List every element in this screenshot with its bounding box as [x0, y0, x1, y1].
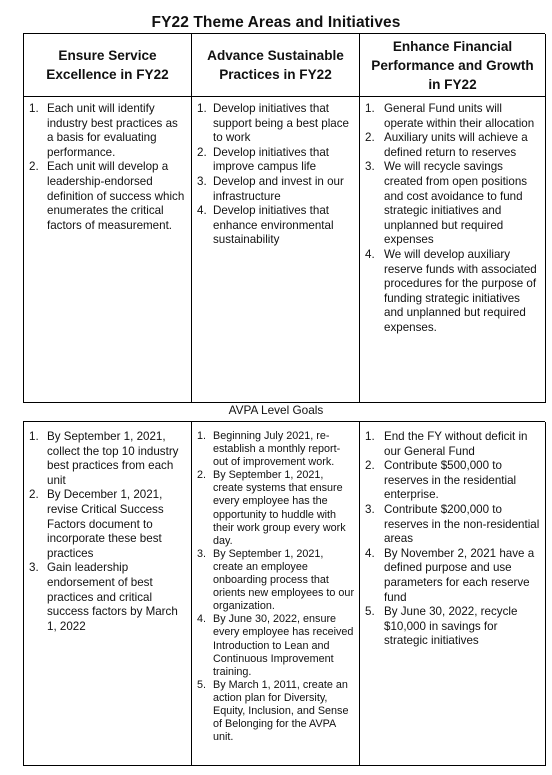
- section-label: AVPA Level Goals: [228, 403, 324, 417]
- item-number: 1.: [197, 102, 207, 115]
- list-item: 4. We will develop auxiliary reserve funds with associated procedures for the purpose of funding strategic initiatives and unplanned but required expenses.: [365, 247, 537, 334]
- column-header-sustainable: Advance Sustainable Practices in FY22: [192, 34, 360, 97]
- item-number: 1.: [197, 430, 207, 442]
- list-item: 1. Each unit will identify industry best practices as a basis for evaluating performance.: [29, 102, 178, 159]
- list-item: 2. Each unit will develop a leadership-endorsed definition of success which enumerates the critical factors of measurement.: [29, 160, 185, 232]
- list-item: 2. Develop initiatives that improve campus life: [197, 145, 329, 174]
- list-item: 5. By March 1, 2011, create an action plan for Diversity, Equity, Inclusion, and Sense of Belonging for the AVPA unit.: [197, 678, 349, 744]
- item-number: 4.: [365, 247, 375, 261]
- item-number: 3.: [29, 561, 39, 575]
- list-item: 3. Contribute $200,000 to reserves in the non-residential areas: [365, 502, 540, 546]
- list-item: 1. Beginning July 2021, re-establish a monthly report-out of improvement work.: [197, 430, 341, 469]
- list-item: 4. Develop initiatives that enhance environmental sustainability: [197, 204, 334, 247]
- themes-table: [23, 33, 545, 403]
- goals-cell-service: [24, 422, 192, 766]
- list-item: 3. We will recycle savings created from open positions and cost avoidance to fund strategic initiatives and unplanned but required expenses: [365, 160, 528, 247]
- item-number: 2.: [197, 145, 207, 159]
- list-item: 1. By September 1, 2021, collect the top 10 industry best practices from each unit: [29, 430, 179, 487]
- item-number: 1.: [29, 102, 39, 115]
- item-number: 4.: [197, 613, 207, 626]
- list-item: 2. Contribute $500,000 to reserves in the residential enterprise.: [365, 459, 517, 502]
- item-number: 2.: [197, 469, 207, 482]
- list-item: 3. By September 1, 2021, create an employee onboarding process that orients new employees to our organization.: [197, 547, 355, 613]
- list-item: 2. By September 1, 2021, create systems that ensure every employee has the opportunity to huddle with their work group every work day.: [197, 469, 346, 547]
- goals-cell-sustainable: [192, 422, 360, 766]
- item-number: 3.: [197, 547, 207, 560]
- list-item: 3. Develop and invest in our infrastructure: [197, 174, 344, 203]
- initiatives-cell-financial: [360, 97, 546, 403]
- list-item: 4. By November 2, 2021 have a defined purpose and use parameters for each reserve fund: [365, 546, 535, 604]
- item-number: 4.: [365, 546, 375, 560]
- initiatives-cell-service: [24, 97, 192, 403]
- item-number: 1.: [365, 430, 375, 443]
- item-number: 1.: [29, 430, 39, 443]
- list-item: 1. Develop initiatives that support being a best place to work: [197, 102, 350, 145]
- list-item: 1. End the FY without deficit in our General Fund: [365, 430, 528, 458]
- list-item: 1. General Fund units will operate within their allocation: [365, 102, 535, 130]
- item-number: 2.: [29, 160, 39, 174]
- list-item: 5. By June 30, 2022, recycle $10,000 in savings for strategic initiatives: [365, 605, 518, 648]
- item-number: 2.: [365, 459, 375, 473]
- list-item: 3. Gain leadership endorsement of best practices and critical success factors by March 1, 2022: [29, 561, 178, 633]
- item-number: 2.: [365, 131, 375, 145]
- item-number: 5.: [365, 605, 375, 619]
- item-number: 1.: [365, 102, 375, 115]
- list-item: 2. By December 1, 2021, revise Critical Success Factors document to incorporate these best practices: [29, 488, 164, 560]
- item-number: 4.: [197, 204, 207, 218]
- item-number: 2.: [29, 488, 39, 502]
- list-item: 4. By June 30, 2022, ensure every employee has received Introduction to Lean and Continuous Improvement training.: [197, 613, 354, 678]
- item-number: 5.: [197, 678, 207, 691]
- column-header-service: Ensure Service Excellence in FY22: [24, 34, 192, 97]
- initiatives-cell-sustainable: [192, 97, 360, 403]
- goals-table: [23, 421, 545, 766]
- page-title: FY22 Theme Areas and Initiatives: [151, 14, 401, 31]
- item-number: 3.: [365, 160, 375, 174]
- list-item: 2. Auxiliary units will achieve a defined return to reserves: [365, 131, 528, 159]
- column-header-financial: Enhance Financial Performance and Growth in FY22: [360, 34, 546, 97]
- item-number: 3.: [197, 174, 207, 188]
- goals-cell-financial: [360, 422, 546, 766]
- item-number: 3.: [365, 502, 375, 516]
